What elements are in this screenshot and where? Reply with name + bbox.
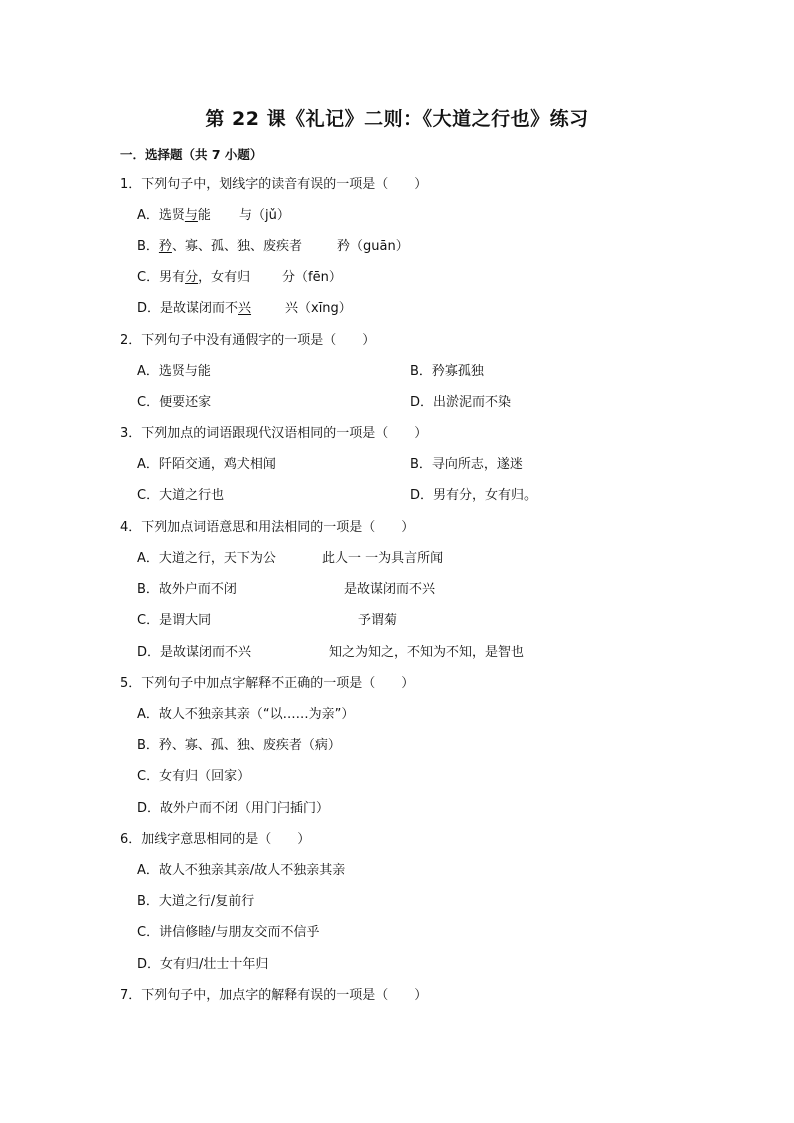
question-1-option-c: C．男有分，女有归 分（fēn） (137, 270, 342, 285)
question-2-stem: 2．下列句子中没有通假字的一项是（ ） (120, 333, 376, 348)
question-1-option-d: D．是故谋闭而不兴 兴（xīng） (137, 301, 352, 316)
question-6-option-b: B．大道之行/复前行 (137, 894, 255, 909)
section-heading: 一．选择题（共 7 小题） (120, 147, 263, 162)
question-5-option-a: A．故人不独亲其亲（“以……为亲”） (137, 707, 355, 722)
question-3-option-d: D．男有分，女有归。 (410, 488, 538, 503)
question-4-stem: 4．下列加点词语意思和用法相同的一项是（ ） (120, 520, 415, 535)
question-1-option-b: B．矜、寡、孤、独、废疾者 矜（guān） (137, 239, 409, 254)
question-2-option-d: D．出淤泥而不染 (410, 395, 512, 410)
question-4-option-d: D．是故谋闭而不兴 知之为知之，不知为不知，是智也 (137, 645, 525, 660)
question-5-option-d: D．故外户而不闭（用门闩插门） (137, 801, 330, 816)
question-4-option-c: C．是谓大同 予谓菊 (137, 613, 398, 628)
question-4-option-b: B．故外户而不闭 是故谋闭而不兴 (137, 582, 436, 597)
question-2-option-c: C．便要还家 (137, 395, 212, 410)
question-3-option-c: C．大道之行也 (137, 488, 225, 503)
question-3-option-a: A．阡陌交通，鸡犬相闻 (137, 457, 276, 472)
question-6-stem: 6．加线字意思相同的是（ ） (120, 832, 311, 847)
question-5-stem: 5．下列句子中加点字解释不正确的一项是（ ） (120, 676, 415, 691)
page-title: 第 22 课《礼记》二则：《大道之行也》练习 (205, 108, 589, 130)
question-6-option-c: C．讲信修睦/与朋友交而不信乎 (137, 925, 320, 940)
question-5-option-b: B．矜、寡、孤、独、废疾者（病） (137, 738, 341, 753)
question-2-option-b: B．矜寡孤独 (410, 364, 484, 379)
question-2-option-a: A．选贤与能 (137, 364, 211, 379)
question-3-stem: 3．下列加点的词语跟现代汉语相同的一项是（ ） (120, 426, 428, 441)
question-5-option-c: C．女有归（回家） (137, 769, 251, 784)
question-7-stem: 7．下列句子中，加点字的解释有误的一项是（ ） (120, 988, 428, 1003)
question-1-stem: 1．下列句子中，划线字的读音有误的一项是（ ） (120, 177, 428, 192)
question-6-option-d: D．女有归/壮士十年归 (137, 957, 269, 972)
question-1-option-a: A．选贤与能 与（jǔ） (137, 208, 290, 223)
question-4-option-a: A．大道之行，天下为公 此人一 一为具言所闻 (137, 551, 444, 566)
question-3-option-b: B．寻向所志，遂迷 (410, 457, 523, 472)
question-6-option-a: A．故人不独亲其亲/故人不独亲其亲 (137, 863, 346, 878)
